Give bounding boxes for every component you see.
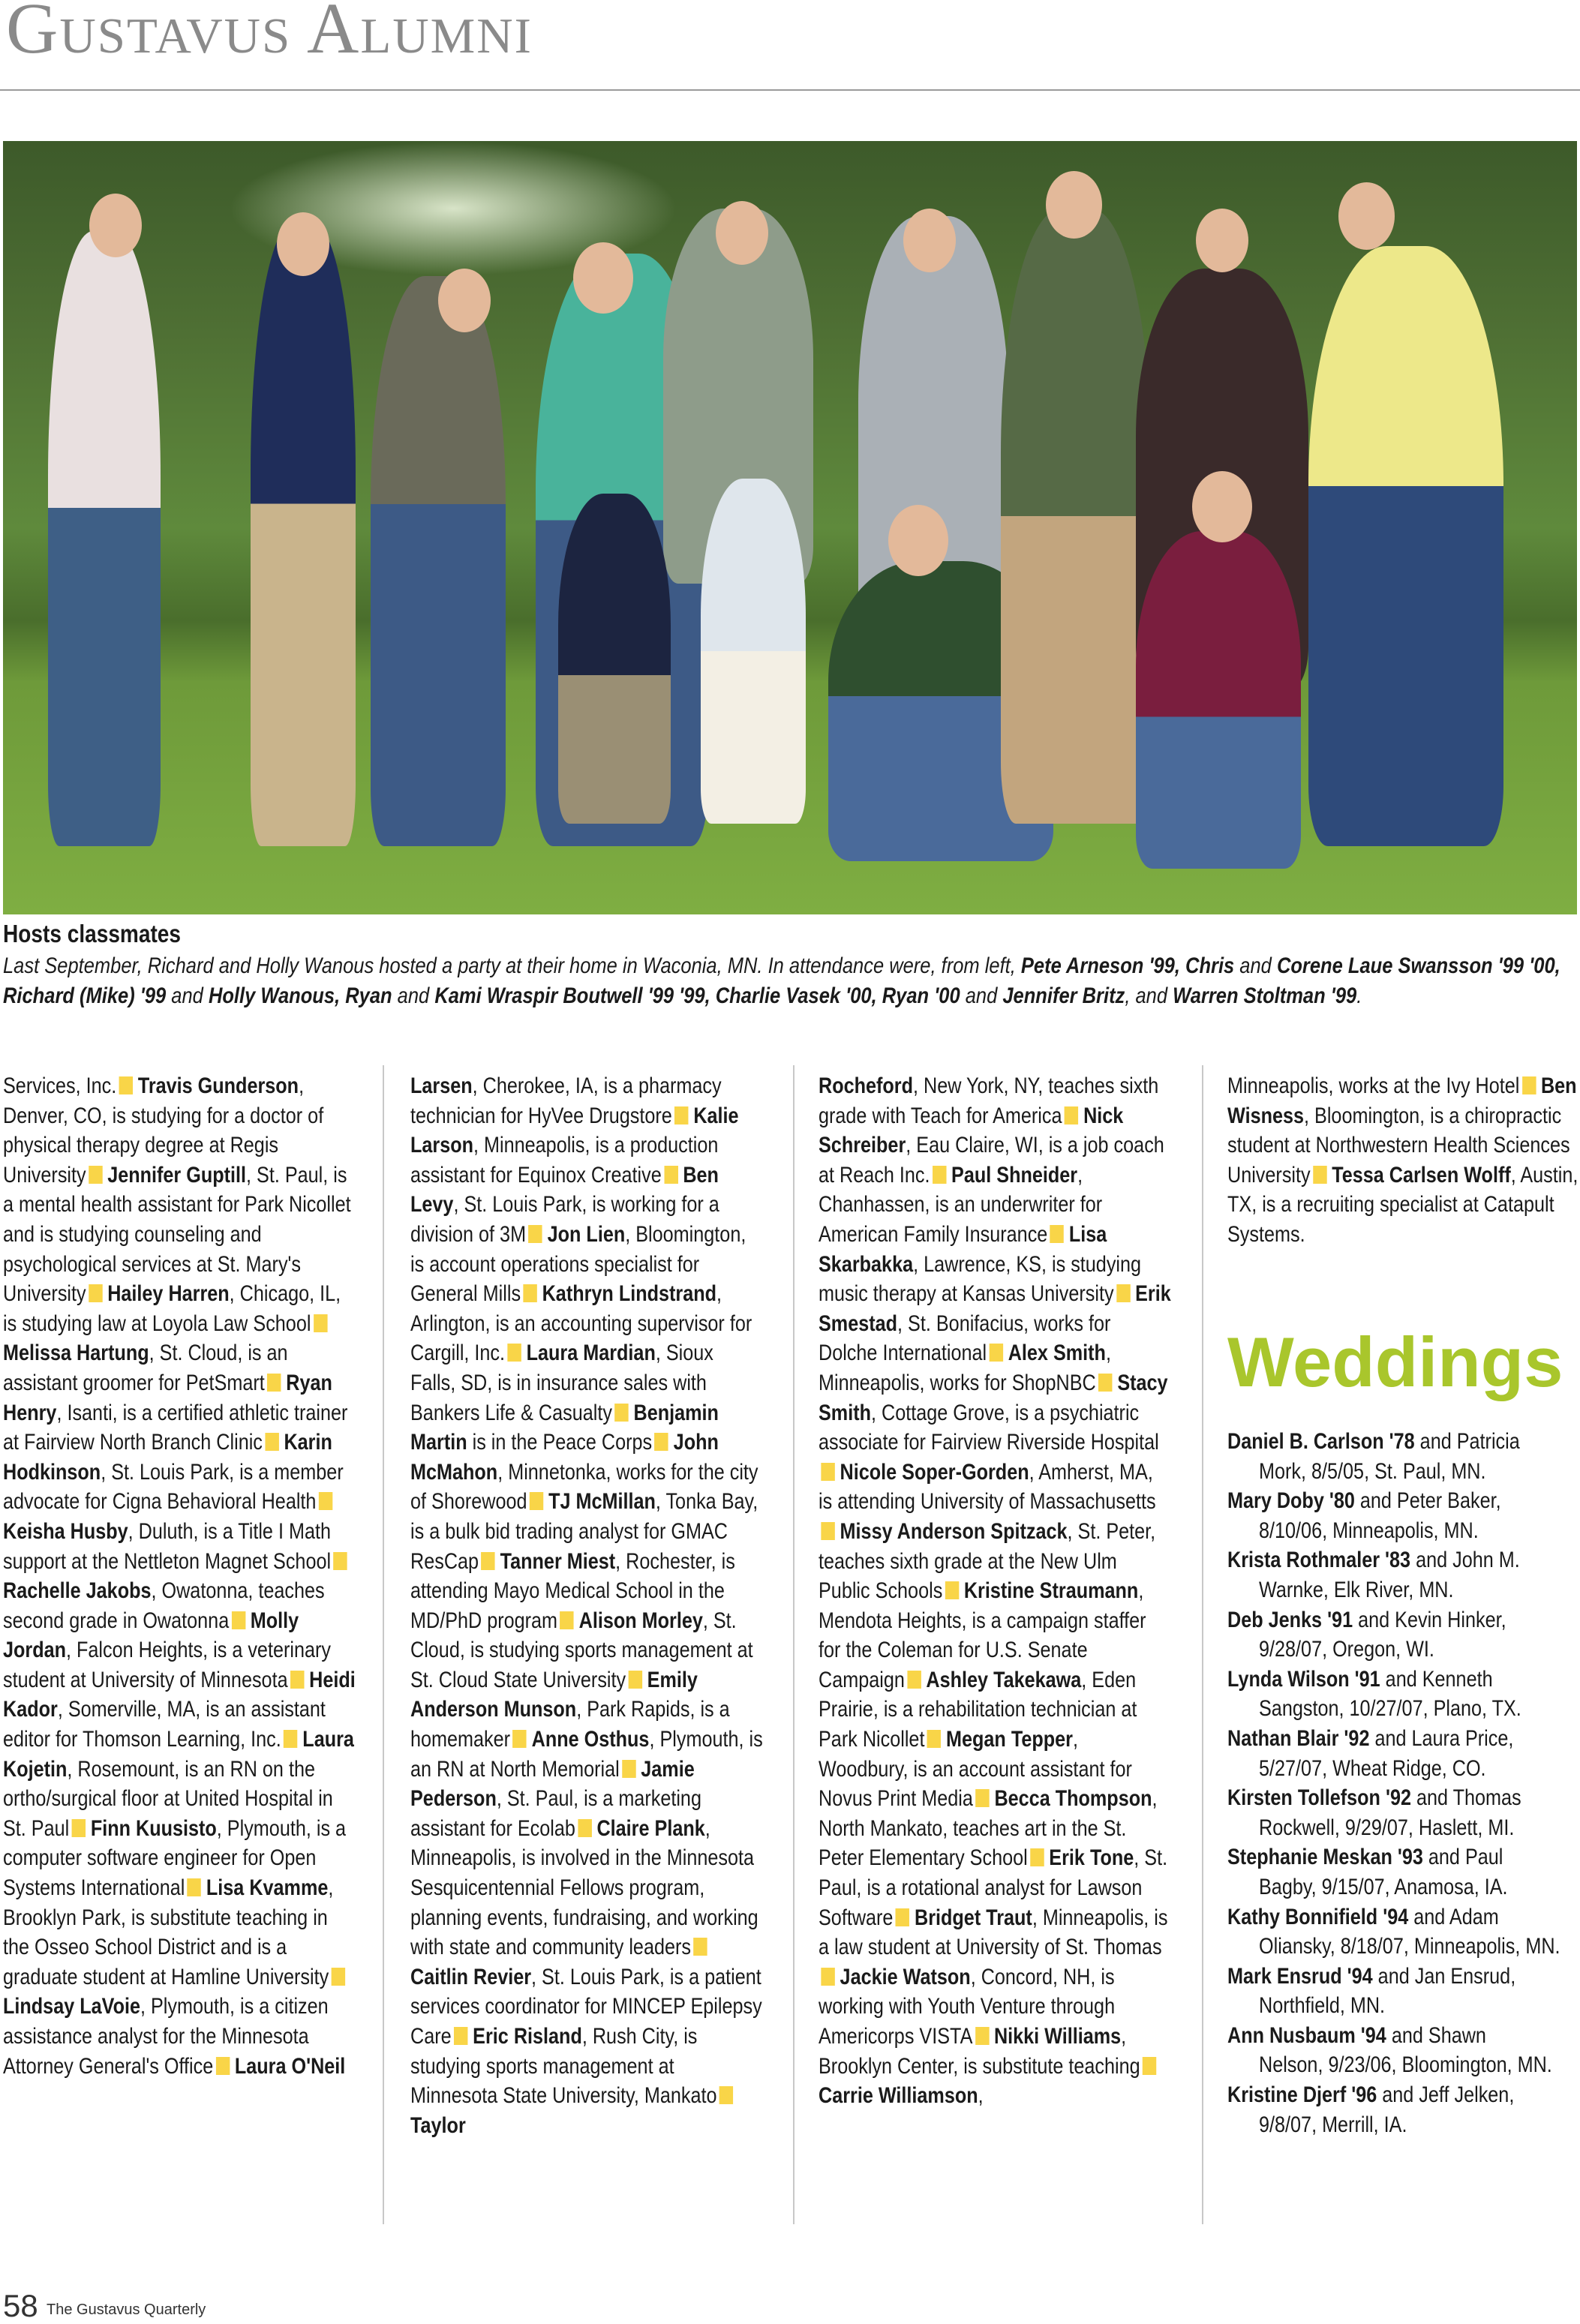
alumni-note: , St. Cloud, is an assistant groomer for PetSmart xyxy=(3,1341,288,1395)
photo-figure xyxy=(1136,531,1301,869)
alumni-name: Tessa Carlsen Wolff xyxy=(1332,1162,1511,1188)
caption-name: Corene Laue Swansson '99 '00, Richard (Mike) '99 xyxy=(3,953,1560,1008)
alumni-name: Lisa Skarbakka xyxy=(819,1221,1107,1277)
caption-text: and xyxy=(166,983,209,1008)
photo-face xyxy=(903,209,956,272)
alumni-name: Karin Hodkinson xyxy=(3,1430,332,1485)
separator-square-icon xyxy=(674,1106,688,1124)
alumni-name: Heidi Kador xyxy=(3,1667,356,1722)
alumni-name: Jon Lien xyxy=(547,1221,626,1247)
photo-face xyxy=(1196,209,1248,272)
wedding-partner: and Peter Baker, xyxy=(1354,1488,1501,1514)
separator-square-icon xyxy=(821,1968,834,1986)
column-divider xyxy=(793,1065,795,2224)
separator-square-icon xyxy=(481,1552,494,1570)
alumni-name: Nick Schreiber xyxy=(819,1103,1124,1158)
photo-face xyxy=(277,212,329,276)
caption-name: Warren Stoltman '99 xyxy=(1173,983,1357,1008)
photo-face xyxy=(1338,182,1395,250)
wedding-alum-name: Kathy Bonnifield '94 xyxy=(1227,1904,1409,1929)
alumni-note: Services, Inc. xyxy=(3,1073,117,1098)
separator-square-icon xyxy=(530,1492,543,1510)
alumni-name: Kristine Straumann xyxy=(963,1578,1139,1604)
alumni-note: , Chanhassen, is an underwriter for American Family Insurance xyxy=(819,1162,1103,1247)
photo-figure xyxy=(371,276,506,846)
wedding-couple xyxy=(1227,1962,1580,1992)
alumni-name: Rachelle Jakobs xyxy=(3,1578,152,1604)
alumni-name: Larsen xyxy=(410,1073,473,1098)
separator-square-icon xyxy=(628,1671,641,1689)
wedding-item xyxy=(1227,2021,1580,2080)
separator-square-icon xyxy=(1050,1225,1064,1243)
alumni-name: Keisha Husby xyxy=(3,1518,128,1544)
wedding-partner: and Jeff Jelken, xyxy=(1377,2082,1515,2108)
alumni-name: Megan Tepper xyxy=(946,1727,1073,1752)
alumni-name: Kalie Larson xyxy=(410,1103,739,1158)
masthead-rule xyxy=(0,89,1580,91)
alumni-note: , Plymouth, is an RN at North Memorial xyxy=(410,1727,763,1782)
separator-square-icon xyxy=(290,1671,304,1689)
column-divider xyxy=(383,1065,384,2224)
alumni-note: , Cottage Grove, is a psychiatric associate for Fairview Riverside Hospital xyxy=(819,1400,1159,1455)
alumni-note: , Bloomington, is a chiropractic student at Northwestern Health Sciences University xyxy=(1227,1103,1570,1188)
separator-square-icon xyxy=(578,1819,591,1837)
alumni-name: Kathryn Lindstrand xyxy=(542,1281,717,1307)
alumni-note: , New York, NY, teaches sixth grade with Teach for America xyxy=(819,1073,1159,1128)
alumni-name: Nicole Soper-Gorden xyxy=(840,1459,1029,1485)
separator-square-icon xyxy=(119,1076,133,1094)
alumni-note: is in the Peace Corps xyxy=(467,1430,653,1455)
alumni-note: , Tonka Bay, is a bulk bid trading analyst for GMAC ResCap xyxy=(410,1489,758,1574)
wedding-alum-name: Lynda Wilson '91 xyxy=(1227,1666,1380,1692)
alumni-note: , Park Rapids, is a homemaker xyxy=(410,1697,730,1752)
wedding-partner: and Thomas xyxy=(1410,1785,1521,1811)
photo-caption-title: Hosts classmates xyxy=(3,920,182,947)
separator-square-icon xyxy=(319,1492,332,1510)
wedding-partner: and Patricia xyxy=(1414,1429,1520,1454)
photo-figure xyxy=(48,231,161,846)
wedding-couple xyxy=(1227,2080,1580,2110)
alumni-note: , Rosemount, is an RN on the ortho/surgical floor at United Hospital in St. Paul xyxy=(3,1756,333,1841)
photo-caption xyxy=(3,951,1578,1011)
alumni-note: , St. Cloud, is studying sports management at St. Cloud State University xyxy=(410,1608,753,1692)
wedding-item xyxy=(1227,1962,1580,2021)
alumni-note: , Concord, NH, is working with Youth Venture through Americorps VISTA xyxy=(819,1964,1116,2049)
wedding-details: Sangston, 10/27/07, Plano, TX. xyxy=(1259,1696,1521,1722)
column-divider xyxy=(1202,1065,1203,2224)
wedding-couple xyxy=(1227,1665,1580,1695)
wedding-details: 8/10/06, Minneapolis, MN. xyxy=(1259,1518,1479,1543)
wedding-item xyxy=(1227,1665,1580,1724)
alumni-note: , Minneapolis, is a law student at University of St. Thomas xyxy=(819,1905,1168,1960)
alumni-name: Ryan Henry xyxy=(3,1370,332,1425)
alumni-note: , St. Paul, is a rotational analyst for Lawson Software xyxy=(819,1845,1168,1930)
wedding-details: Oliansky, 8/18/07, Minneapolis, MN. xyxy=(1259,1934,1560,1959)
separator-square-icon xyxy=(614,1404,628,1422)
alumni-name: Becca Thompson xyxy=(994,1786,1152,1812)
wedding-details: 9/28/07, Oregon, WI. xyxy=(1259,1637,1434,1662)
alumni-name: Finn Kuusisto xyxy=(90,1815,217,1841)
photo-figure xyxy=(1001,209,1151,824)
alumni-name: Nikki Williams xyxy=(993,2024,1122,2049)
wedding-partner: and Laura Price, xyxy=(1369,1725,1514,1751)
separator-square-icon xyxy=(188,1878,201,1896)
separator-square-icon xyxy=(821,1463,834,1481)
wedding-partner: and John M. xyxy=(1410,1548,1520,1573)
wedding-details: Nelson, 9/23/06, Bloomington, MN. xyxy=(1259,2052,1552,2078)
alumni-name: Eric Risland xyxy=(473,2024,582,2049)
photo-face xyxy=(438,269,491,332)
alumni-name: Jamie Pederson xyxy=(410,1756,695,1812)
separator-square-icon xyxy=(265,1433,278,1451)
wedding-partner: and Kevin Hinker, xyxy=(1353,1607,1506,1632)
separator-square-icon xyxy=(664,1166,677,1184)
wedding-alum-name: Deb Jenks '91 xyxy=(1227,1607,1353,1632)
wedding-partner: and Adam xyxy=(1408,1904,1499,1929)
alumni-note: , Mendota Heights, is a campaign staffer for the Coleman for U.S. Senate Campaign xyxy=(819,1578,1146,1692)
alumni-name: Anne Osthus xyxy=(531,1727,650,1752)
wedding-alum-name: Mary Doby '80 xyxy=(1227,1488,1355,1514)
wedding-item xyxy=(1227,1486,1580,1545)
caption-text: and xyxy=(1234,953,1277,978)
alumni-name: Lindsay LaVoie xyxy=(3,1994,140,2019)
alumni-note: , Woodbury, is an account assistant for Novus Print Media xyxy=(819,1727,1132,1812)
photo-face xyxy=(716,201,768,265)
separator-square-icon xyxy=(314,1314,327,1332)
wedding-alum-name: Nathan Blair '92 xyxy=(1227,1725,1370,1751)
photo-face xyxy=(888,505,948,576)
alumni-name: Lisa Kvamme xyxy=(206,1875,329,1901)
group-photo xyxy=(3,141,1577,914)
alumni-note: , St. Bonifacius, works for Dolche International xyxy=(819,1311,1111,1366)
wedding-item xyxy=(1227,1902,1580,1962)
caption-name: Holly Wanous, Ryan xyxy=(208,983,392,1008)
wedding-details: Northfield, MN. xyxy=(1259,1993,1386,2019)
alumni-name: Alison Morley xyxy=(578,1608,703,1633)
separator-square-icon xyxy=(975,1789,989,1807)
wedding-alum-name: Mark Ensrud '94 xyxy=(1227,1963,1373,1989)
alumni-note: , St. Peter, teaches sixth grade at the New Ulm Public Schools xyxy=(819,1518,1156,1604)
wedding-couple xyxy=(1227,1427,1580,1457)
alumni-note: , Bloomington, is account operations specialist for General Mills xyxy=(410,1221,746,1307)
separator-square-icon xyxy=(512,1730,526,1748)
separator-square-icon xyxy=(945,1581,959,1599)
masthead-title: Gustavus Alumni xyxy=(6,0,533,68)
photo-figure xyxy=(1308,246,1503,846)
separator-square-icon xyxy=(333,1552,347,1570)
alumni-note: , Minneapolis, is a production assistant for Equinox Creative xyxy=(410,1133,719,1188)
separator-square-icon xyxy=(1116,1284,1130,1302)
alumni-note: , Rochester, is attending Mayo Medical School in the MD/PhD program xyxy=(410,1548,735,1633)
separator-square-icon xyxy=(232,1611,245,1629)
wedding-details: Warnke, Elk River, MN. xyxy=(1259,1577,1454,1602)
caption-name: Jennifer Britz xyxy=(1002,983,1125,1008)
wedding-partner: and Shawn xyxy=(1386,2022,1486,2048)
separator-square-icon xyxy=(896,1908,909,1926)
wedding-couple xyxy=(1227,1724,1580,1754)
wedding-couple xyxy=(1227,1545,1580,1575)
alumni-name: Missy Anderson Spitzack xyxy=(840,1518,1068,1544)
wedding-item xyxy=(1227,1605,1580,1665)
alumni-name: Bridget Traut xyxy=(915,1905,1032,1930)
alumni-name: Travis Gunderson xyxy=(137,1073,299,1098)
alumni-name: Stacy Smith xyxy=(819,1370,1168,1425)
separator-square-icon xyxy=(975,2027,989,2045)
caption-text: . xyxy=(1356,983,1362,1008)
alumni-note: , Isanti, is a certified athletic trainer at Fairview North Branch Clinic xyxy=(3,1400,348,1455)
alumni-note: , Rush City, is studying sports management at Minnesota State University, Mankato xyxy=(410,2024,717,2109)
caption-name: Pete Arneson '99, Chris xyxy=(1020,953,1235,978)
alumni-note: , Eau Claire, WI, is a job coach at Reach Inc. xyxy=(819,1133,1164,1188)
alumni-name: Erik Smestad xyxy=(819,1281,1171,1336)
alumni-note: , Brooklyn Park, is substitute teaching in the Osseo School District and is a graduate student at Hamline University xyxy=(3,1875,334,1989)
wedding-item xyxy=(1227,1842,1580,1902)
alumni-name: Laura O'Neil xyxy=(234,2053,346,2079)
photo-face xyxy=(573,242,633,314)
separator-square-icon xyxy=(933,1166,946,1184)
class-notes-column xyxy=(819,1071,1171,2111)
alumni-name: Taylor xyxy=(410,2112,466,2138)
separator-square-icon xyxy=(523,1284,536,1302)
photo-figure xyxy=(251,224,356,846)
wedding-partner: and Kenneth xyxy=(1380,1666,1493,1692)
caption-text: and xyxy=(392,983,435,1008)
separator-square-icon xyxy=(332,1968,345,1986)
separator-square-icon xyxy=(1313,1166,1326,1184)
alumni-note: Minneapolis, works at the Ivy Hotel xyxy=(1227,1073,1520,1098)
alumni-note: , St. Louis Park, is working for a division of 3M xyxy=(410,1192,719,1247)
caption-text: , and xyxy=(1125,983,1173,1008)
wedding-couple xyxy=(1227,1486,1580,1516)
alumni-note: , Minnetonka, works for the city of Shorewood xyxy=(410,1459,758,1515)
alumni-note: , xyxy=(978,2083,984,2109)
alumni-name: Hailey Harren xyxy=(107,1281,230,1307)
alumni-note: , Owatonna, teaches second grade in Owatonna xyxy=(3,1578,325,1633)
separator-square-icon xyxy=(907,1671,921,1689)
alumni-name: Emily Anderson Munson xyxy=(410,1667,698,1722)
alumni-name: Carrie Williamson xyxy=(819,2083,978,2109)
separator-square-icon xyxy=(560,1611,573,1629)
alumni-note: , Amherst, MA, is attending University of Massachusetts xyxy=(819,1459,1156,1515)
alumni-name: Alex Smith xyxy=(1008,1341,1106,1366)
alumni-note: , Sioux Falls, SD, is in insurance sales with Bankers Life & Casualty xyxy=(410,1341,713,1425)
separator-square-icon xyxy=(216,2057,230,2075)
alumni-name: Jackie Watson xyxy=(840,1964,971,1989)
alumni-note: , St. Louis Park, is a patient services coordinator for MINCEP Epilepsy Care xyxy=(410,1964,762,2049)
alumni-note: , Austin, TX, is a recruiting specialist at Catapult Systems. xyxy=(1227,1162,1578,1247)
separator-square-icon xyxy=(89,1166,102,1184)
wedding-alum-name: Kristine Djerf '96 xyxy=(1227,2082,1377,2108)
wedding-details: Bagby, 9/15/07, Anamosa, IA. xyxy=(1259,1874,1508,1899)
wedding-alum-name: Daniel B. Carlson '78 xyxy=(1227,1429,1415,1454)
alumni-name: Benjamin Martin xyxy=(410,1400,719,1455)
separator-square-icon xyxy=(1065,1106,1078,1124)
alumni-name: John McMahon xyxy=(410,1430,719,1485)
alumni-note: , Plymouth, is a computer software engineer for Open Systems International xyxy=(3,1815,347,1901)
alumni-note: , Falcon Heights, is a veterinary student at University of Minnesota xyxy=(3,1638,331,1692)
wedding-item xyxy=(1227,2080,1580,2139)
wedding-item xyxy=(1227,1545,1580,1605)
alumni-note: , St. Paul, is a marketing assistant for Ecolab xyxy=(410,1786,701,1841)
separator-square-icon xyxy=(654,1433,668,1451)
caption-text: Last September, Richard and Holly Wanous hosted a party at their home in Waconia, MN. In attendance were, from left, xyxy=(3,953,1021,978)
alumni-note: , St. Paul, is a mental health assistant for Park Nicollet and is studying counseling and psychological services at St. Mary's University xyxy=(3,1162,351,1307)
wedding-alum-name: Ann Nusbaum '94 xyxy=(1227,2022,1386,2048)
caption-name: Kami Wraspir Boutwell '99 '99, Charlie Vasek '00, Ryan '00 xyxy=(434,983,960,1008)
separator-square-icon xyxy=(927,1730,941,1748)
photo-figure xyxy=(558,494,671,824)
alumni-note: , Chicago, IL, is studying law at Loyola Law School xyxy=(3,1281,341,1336)
wedding-partner: and Jan Ensrud, xyxy=(1372,1963,1516,1989)
separator-square-icon xyxy=(1030,1848,1044,1866)
weddings-list xyxy=(1227,1427,1580,2139)
alumni-name: Molly Jordan xyxy=(3,1608,299,1663)
alumni-note: , Minneapolis, is involved in the Minnesota Sesquicentennial Fellows program, planning events, fundraising, and working with state and community leaders xyxy=(410,1815,758,1960)
weddings-heading: Weddings xyxy=(1227,1323,1563,1401)
alumni-note: , Minneapolis, works for ShopNBC xyxy=(819,1341,1111,1395)
wedding-item xyxy=(1227,1724,1580,1783)
alumni-name: Ben Wisness xyxy=(1227,1073,1577,1128)
alumni-name: Ben Levy xyxy=(410,1162,719,1218)
wedding-item xyxy=(1227,1783,1580,1842)
separator-square-icon xyxy=(267,1374,281,1392)
wedding-alum-name: Krista Rothmaler '83 xyxy=(1227,1548,1411,1573)
class-notes-column xyxy=(3,1071,356,2081)
wedding-couple xyxy=(1227,2021,1580,2051)
alumni-name: Tanner Miest xyxy=(500,1548,616,1574)
photo-face xyxy=(89,194,142,257)
separator-square-icon xyxy=(1098,1374,1112,1392)
alumni-note: , North Mankato, teaches art in the St. Peter Elementary School xyxy=(819,1786,1158,1871)
publication-name: The Gustavus Quarterly xyxy=(47,2301,206,2318)
alumni-note: , Brooklyn Center, is substitute teaching xyxy=(819,2024,1140,2079)
alumni-note: , Plymouth, is a citizen assistance analyst for the Minnesota Attorney General's Office xyxy=(3,1994,329,2079)
alumni-name: Jennifer Guptill xyxy=(107,1162,247,1188)
wedding-partner: and Paul xyxy=(1422,1845,1503,1870)
separator-square-icon xyxy=(622,1760,635,1778)
wedding-couple xyxy=(1227,1842,1580,1872)
alumni-name: Erik Tone xyxy=(1049,1845,1134,1871)
separator-square-icon xyxy=(507,1344,521,1362)
wedding-details: Mork, 8/5/05, St. Paul, MN. xyxy=(1259,1458,1486,1484)
alumni-name: Caitlin Revier xyxy=(410,1964,532,1989)
photo-face xyxy=(1046,171,1102,239)
alumni-note: , Lawrence, KS, is studying music therapy at Kansas University xyxy=(819,1251,1142,1307)
alumni-name: Melissa Hartung xyxy=(3,1341,149,1366)
class-notes-column xyxy=(1227,1071,1580,1250)
separator-square-icon xyxy=(1522,1076,1536,1094)
alumni-name: Paul Shneider xyxy=(951,1162,1078,1188)
wedding-alum-name: Stephanie Meskan '93 xyxy=(1227,1845,1423,1870)
alumni-name: Claire Plank xyxy=(596,1815,705,1841)
page-number: 58 xyxy=(3,2288,38,2323)
alumni-name: Laura Mardian xyxy=(526,1341,656,1366)
wedding-details: 9/8/07, Merrill, IA. xyxy=(1259,2112,1407,2137)
wedding-item xyxy=(1227,1427,1580,1486)
separator-square-icon xyxy=(1143,2057,1156,2075)
class-notes-column xyxy=(410,1071,763,2140)
separator-square-icon xyxy=(528,1225,542,1243)
separator-square-icon xyxy=(284,1730,297,1748)
separator-square-icon xyxy=(89,1284,102,1302)
separator-square-icon xyxy=(693,1938,707,1956)
photo-figure xyxy=(701,479,806,824)
separator-square-icon xyxy=(454,2027,467,2045)
alumni-name: Laura Kojetin xyxy=(3,1727,354,1782)
alumni-note: , Arlington, is an accounting supervisor for Cargill, Inc. xyxy=(410,1281,752,1366)
alumni-note: , Eden Prairie, is a rehabilitation technician at Park Nicollet xyxy=(819,1667,1137,1752)
wedding-couple xyxy=(1227,1783,1580,1813)
photo-face xyxy=(1192,471,1252,542)
separator-square-icon xyxy=(990,1344,1003,1362)
separator-square-icon xyxy=(719,2086,733,2104)
wedding-alum-name: Kirsten Tollefson '92 xyxy=(1227,1785,1411,1811)
alumni-note: , St. Louis Park, is a member advocate for Cigna Behavioral Health xyxy=(3,1459,344,1515)
alumni-note: , Somerville, MA, is an assistant editor for Thomson Learning, Inc. xyxy=(3,1697,326,1752)
wedding-details: 5/27/07, Wheat Ridge, CO. xyxy=(1259,1755,1486,1781)
alumni-note: , Duluth, is a Title I Math support at the Nettleton Magnet School xyxy=(3,1518,332,1574)
alumni-note: , Cherokee, IA, is a pharmacy technician for HyVee Drugstore xyxy=(410,1073,722,1128)
alumni-note: , Denver, CO, is studying for a doctor of physical therapy degree at Regis University xyxy=(3,1073,324,1188)
alumni-name: Ashley Takekawa xyxy=(926,1667,1082,1692)
wedding-couple xyxy=(1227,1605,1580,1635)
wedding-details: Rockwell, 9/29/07, Haslett, MI. xyxy=(1259,1815,1515,1840)
separator-square-icon xyxy=(72,1819,86,1837)
alumni-name: TJ McMillan xyxy=(548,1489,656,1515)
separator-square-icon xyxy=(821,1522,834,1540)
wedding-couple xyxy=(1227,1902,1580,1932)
alumni-name: Rocheford xyxy=(819,1073,913,1098)
caption-text: and xyxy=(960,983,1003,1008)
